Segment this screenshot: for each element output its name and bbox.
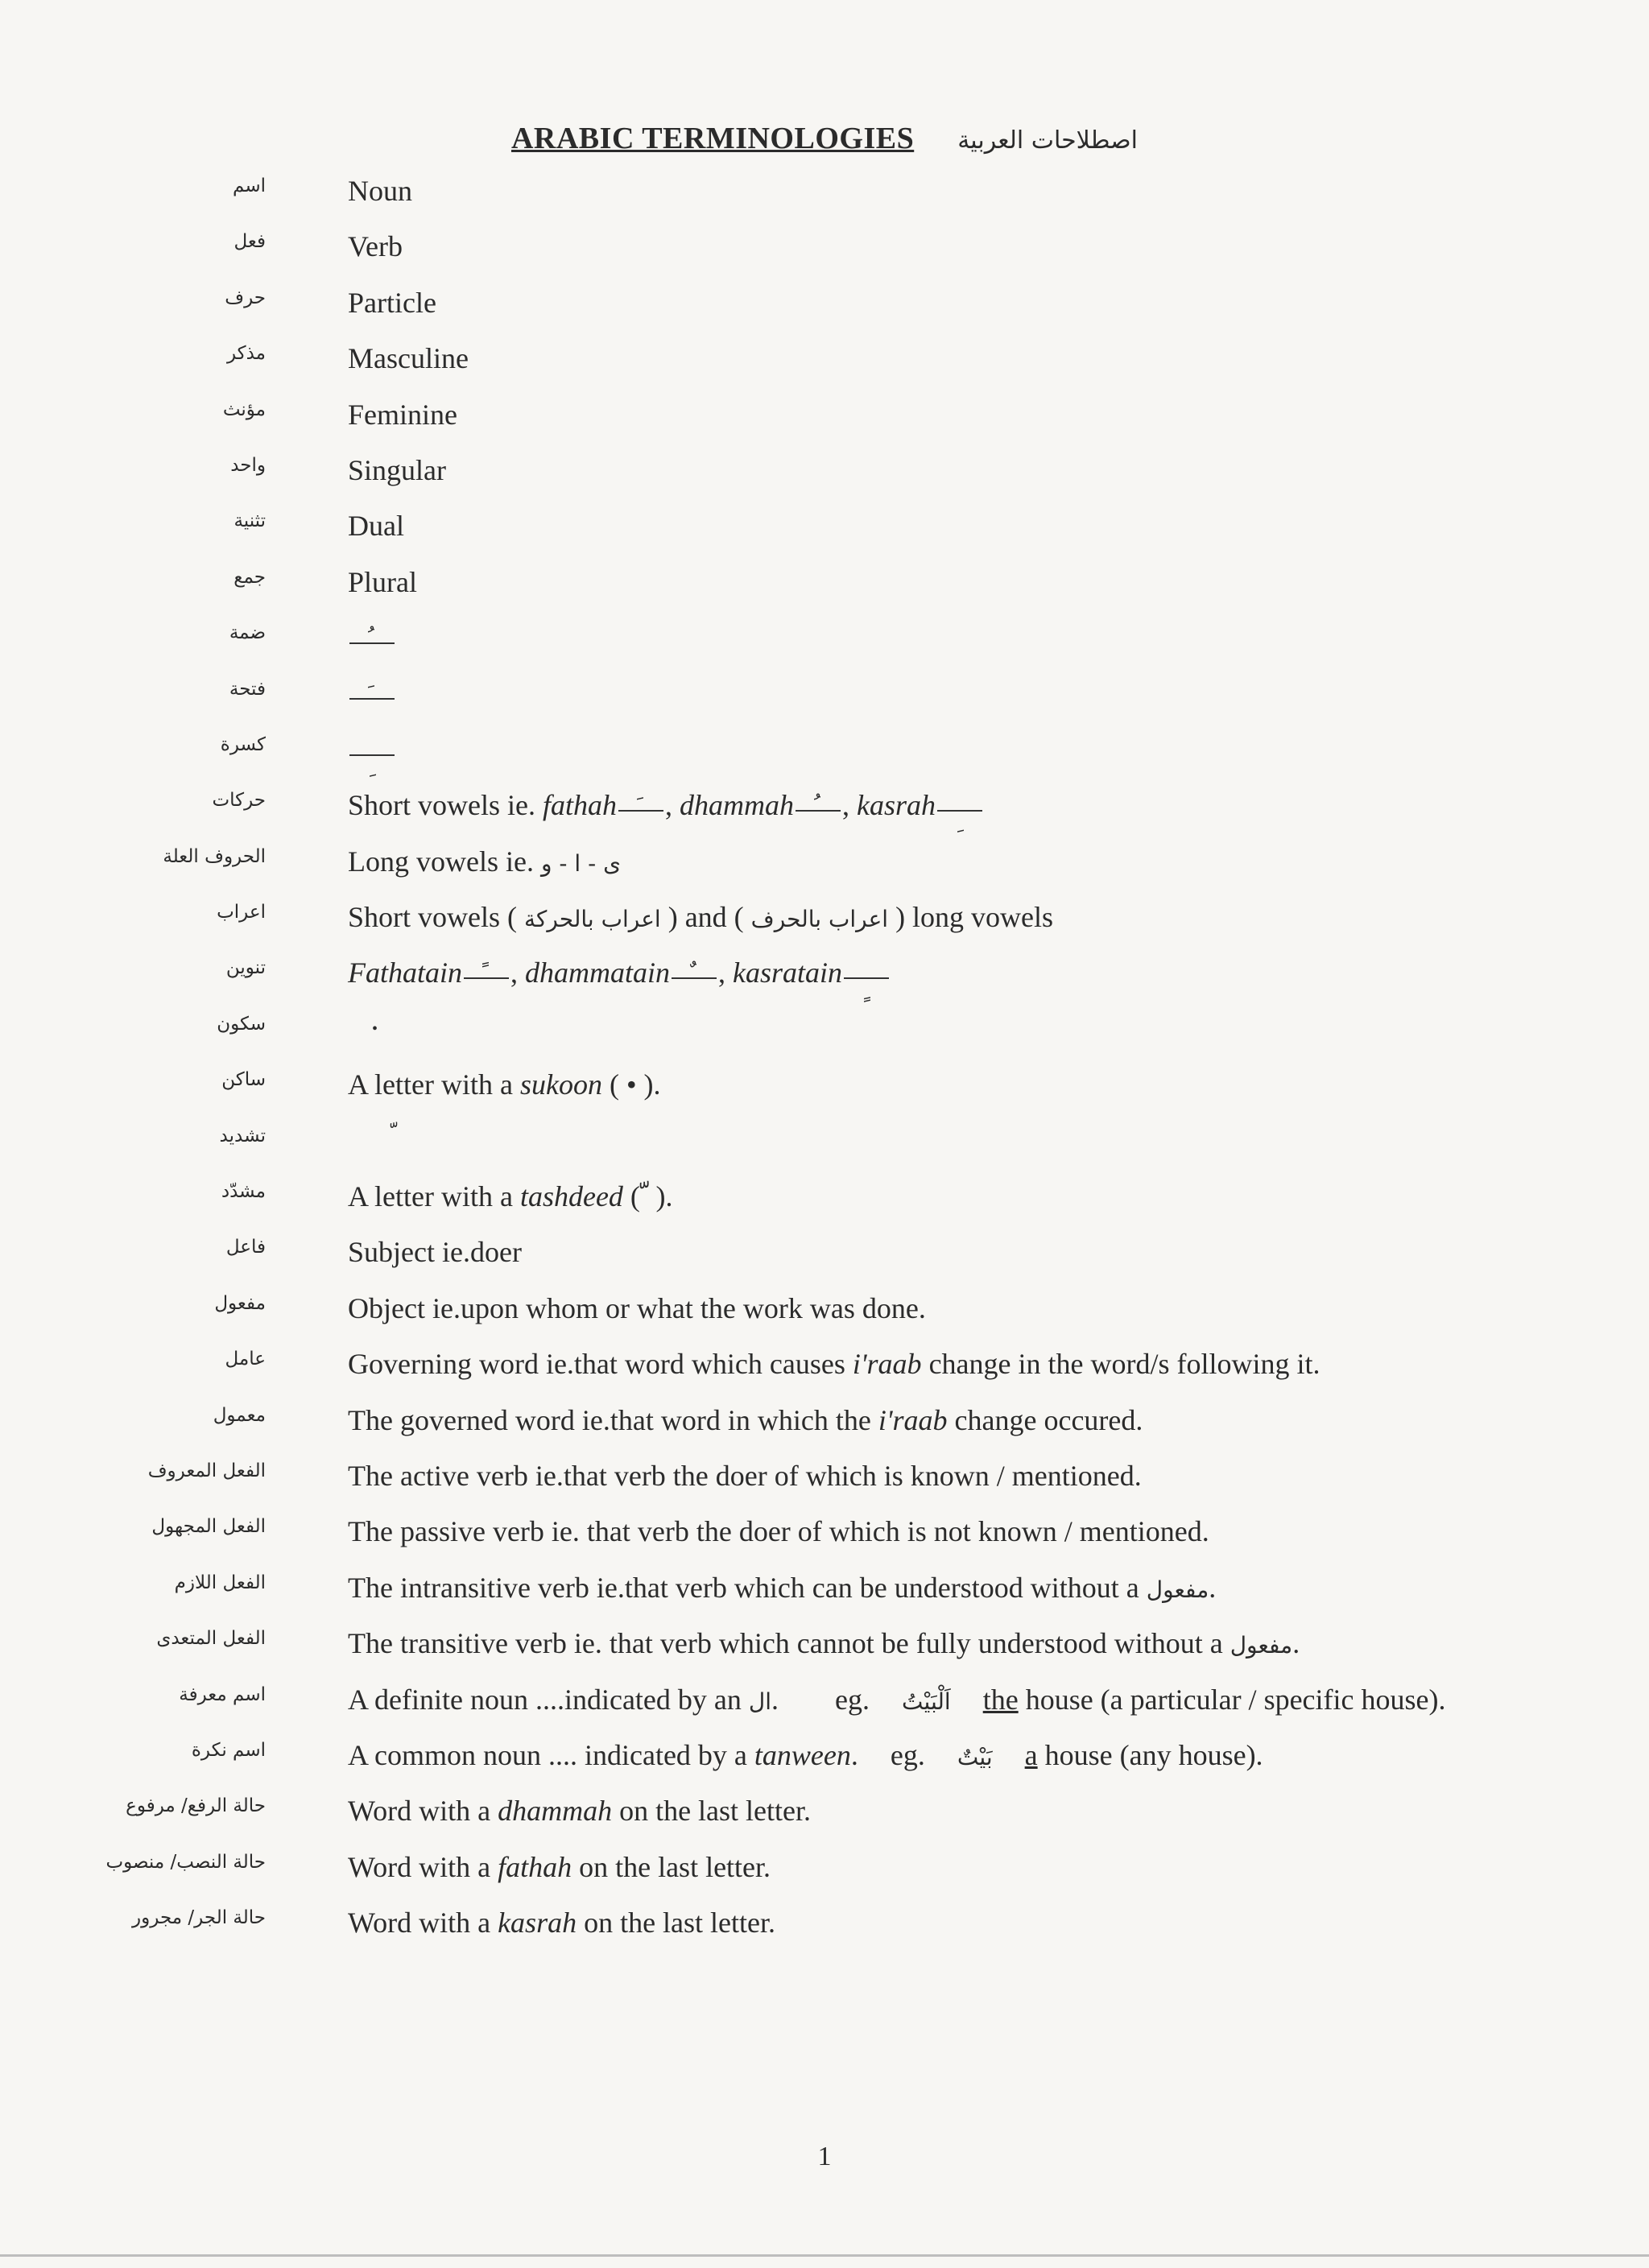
english-definition: Feminine <box>348 398 457 431</box>
english-definition: Short vowels ( اعراب بالحركة ) and ( اعراب بالحرف ) long vowels <box>348 901 1054 934</box>
arabic-term: اسم نكرة <box>191 1739 266 1761</box>
english-definition <box>348 621 396 657</box>
term-row <box>0 338 1649 394</box>
term-row <box>0 1344 1649 1399</box>
english-definition: The active verb ie.that verb the doer of which is known / mentioned. <box>348 1459 1142 1492</box>
term-row <box>0 1121 1649 1176</box>
arabic-term: مفعول <box>214 1292 266 1314</box>
arabic-term: اسم <box>233 176 266 196</box>
term-row <box>0 283 1649 338</box>
term-row <box>0 1735 1649 1791</box>
term-row <box>0 171 1649 226</box>
arabic-term: اسم معرفة <box>179 1683 266 1705</box>
english-definition: Dual <box>348 510 404 543</box>
term-row <box>0 1400 1649 1456</box>
english-definition: Singular <box>348 453 446 486</box>
arabic-term: مؤنث <box>222 399 266 420</box>
term-row <box>0 1456 1649 1511</box>
kasrah-mark <box>936 792 984 824</box>
english-definition: Word with a fathah on the last letter. <box>348 1850 771 1883</box>
arabic-term: الفعل المجهول <box>151 1516 266 1538</box>
english-definition: A letter with a tashdeed ( ّ ). <box>348 1180 673 1213</box>
arabic-term: معمول <box>213 1404 266 1426</box>
term-row <box>0 1288 1649 1344</box>
english-definition: The governed word ie.that word in which the i'raab change occured. <box>348 1403 1143 1436</box>
term-row <box>0 1009 1649 1064</box>
english-definition: Short vowels ie. fathah , dhammah , kasrah <box>348 788 984 824</box>
arabic-term: سكون <box>217 1013 266 1035</box>
term-row <box>0 226 1649 282</box>
fathah-mark <box>348 680 396 713</box>
dhammatain-mark <box>670 960 718 992</box>
arabic-term: فاعل <box>225 1237 266 1258</box>
term-row <box>0 674 1649 729</box>
page-number: 1 <box>817 2142 832 2171</box>
arabic-term: كسرة <box>220 733 266 755</box>
english-definition: The intransitive verb ie.that verb which can be understood without a مفعول. <box>348 1571 1217 1604</box>
english-definition: Fathatain , dhammatain , kasratain <box>348 956 891 992</box>
arabic-term: فعل <box>234 231 266 253</box>
english-definition: A definite noun ....indicated by an ال. eg. اَلْبَيْتُ the house (a particular / specific house). <box>348 1683 1446 1716</box>
term-row <box>0 1847 1649 1902</box>
arabic-term: حالة النصب/ منصوب <box>105 1851 266 1873</box>
page-title: ARABIC TERMINOLOGIES <box>510 122 915 155</box>
term-row <box>0 952 1649 1008</box>
term-row <box>0 1679 1649 1735</box>
english-definition: Particle <box>348 286 436 319</box>
english-definition: The transitive verb ie. that verb which cannot be fully understood without a مفعول. <box>348 1627 1300 1660</box>
term-row <box>0 618 1649 673</box>
arabic-term: الفعل المتعدى <box>156 1628 266 1650</box>
arabic-term: حالة الجر/ مجرور <box>132 1907 266 1929</box>
term-row <box>0 395 1649 450</box>
term-row <box>0 841 1649 897</box>
term-row <box>0 506 1649 561</box>
english-definition: Word with a dhammah on the last letter. <box>348 1795 812 1828</box>
arabic-term: فتحة <box>229 678 266 700</box>
arabic-term: ساكن <box>221 1069 266 1091</box>
term-row <box>0 1623 1649 1679</box>
title-row <box>0 121 1649 156</box>
kasrah-mark <box>348 737 396 769</box>
term-row <box>0 450 1649 506</box>
english-definition: Plural <box>348 565 417 598</box>
english-definition: Verb <box>348 230 403 263</box>
arabic-term: عامل <box>225 1349 266 1370</box>
dhammah-mark <box>794 792 842 824</box>
term-row <box>0 1176 1649 1232</box>
arabic-term: الحروف العلة <box>163 845 266 867</box>
term-row <box>0 1064 1649 1120</box>
english-definition: The passive verb ie. that verb the doer of which is not known / mentioned. <box>348 1515 1209 1548</box>
english-definition: Subject ie.doer <box>348 1236 522 1269</box>
dhammah-mark <box>348 625 396 657</box>
arabic-term: تثنية <box>234 510 266 532</box>
arabic-term: اعراب <box>217 902 266 923</box>
english-definition: Masculine <box>348 342 469 375</box>
english-definition: Governing word ie.that word which causes i'raab change in the word/s following it. <box>348 1348 1320 1381</box>
kasratain-mark <box>842 960 891 992</box>
arabic-term: واحد <box>230 454 266 476</box>
arabic-term: ضمة <box>229 622 266 644</box>
term-row <box>0 729 1649 785</box>
arabic-term: مذكر <box>226 343 266 365</box>
fathah-mark <box>617 792 665 824</box>
arabic-term: جمع <box>234 566 266 588</box>
arabic-term: حالة الرفع/ مرفوع <box>126 1795 266 1817</box>
term-row <box>0 897 1649 952</box>
arabic-term: حركات <box>212 790 266 812</box>
english-definition <box>348 733 396 769</box>
term-row <box>0 1791 1649 1846</box>
fathatain-mark <box>462 960 510 992</box>
english-definition: Word with a kasrah on the last letter. <box>348 1907 776 1940</box>
arabic-term: مشدّد <box>221 1181 266 1203</box>
term-row <box>0 1511 1649 1567</box>
english-definition: A letter with a sukoon ( • ). <box>348 1068 661 1101</box>
page-edge-divider <box>0 2254 1649 2257</box>
english-definition: Object ie.upon whom or what the work was done. <box>348 1291 926 1324</box>
sukoon-symbol: • <box>372 1019 378 1038</box>
term-row <box>0 785 1649 841</box>
english-definition <box>348 677 396 713</box>
term-row <box>0 1902 1649 1958</box>
terminology-list <box>0 171 1649 1959</box>
page-title-arabic: اصطلاحات العربية <box>957 126 1138 155</box>
arabic-term: تنوين <box>225 957 266 979</box>
term-row <box>0 562 1649 618</box>
arabic-term: حرف <box>225 287 266 308</box>
english-definition: A common noun .... indicated by a tanween. eg. بَيْتٌ a house (any house). <box>348 1738 1263 1771</box>
term-row <box>0 1568 1649 1623</box>
english-definition: Long vowels ie. ى - ا - و <box>348 845 621 878</box>
term-row <box>0 1232 1649 1287</box>
arabic-term: تشديد <box>219 1125 266 1146</box>
arabic-term: الفعل المعروف <box>147 1460 266 1481</box>
arabic-term: الفعل اللازم <box>174 1572 266 1593</box>
english-definition: Noun <box>348 175 412 207</box>
